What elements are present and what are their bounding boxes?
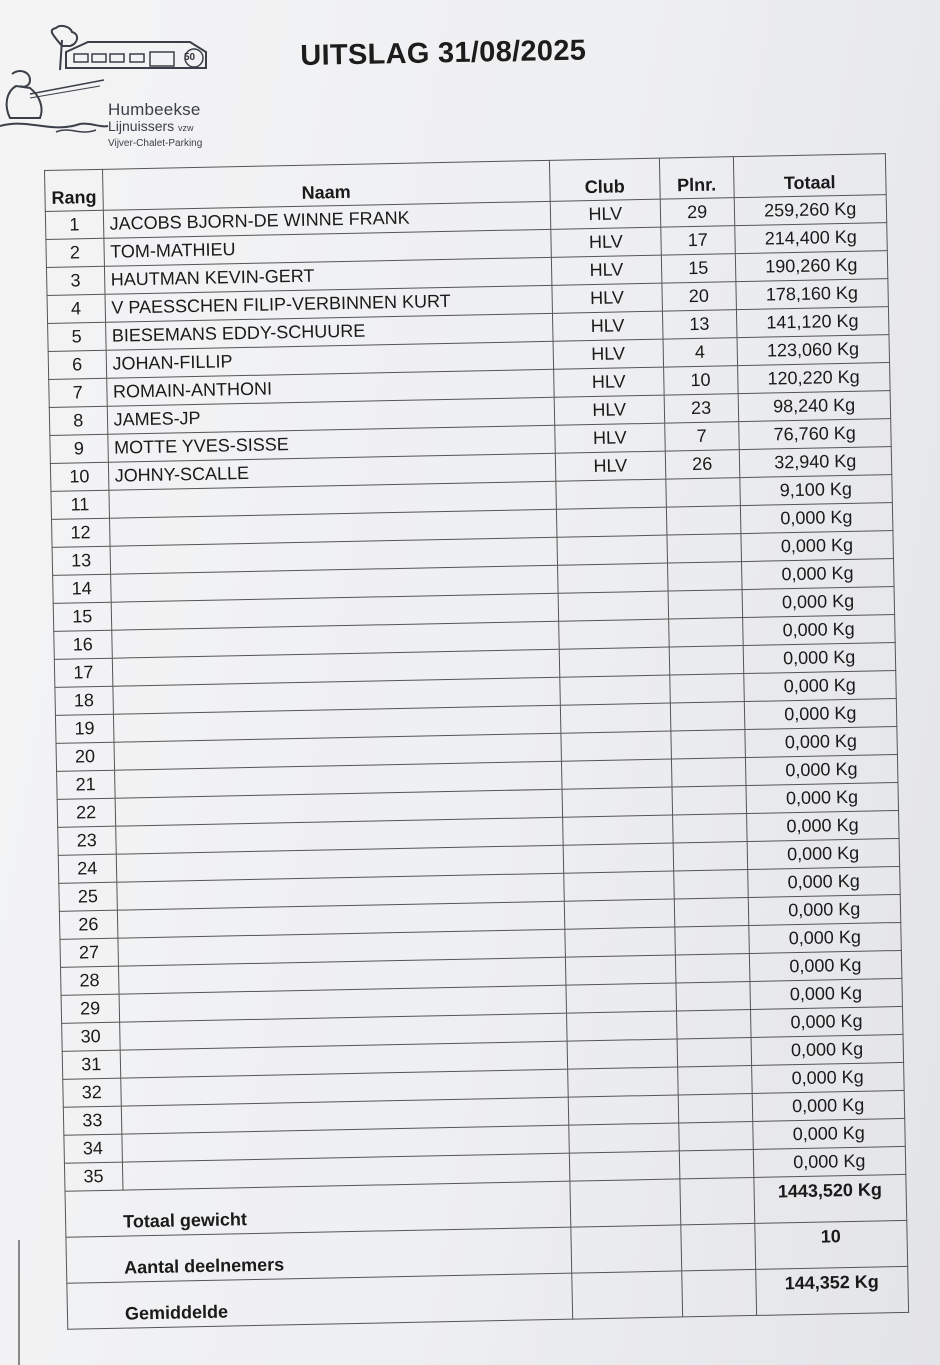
cell-total: 0,000 Kg	[740, 531, 893, 562]
cell-club: HLV	[551, 255, 662, 285]
cell-total: 214,400 Kg	[734, 223, 887, 254]
cell-plnr	[666, 506, 740, 535]
cell-club	[566, 1011, 677, 1041]
cell-club	[557, 563, 668, 593]
logo-club-name-suffix: vzw	[178, 123, 194, 133]
cell-club	[558, 619, 669, 649]
cell-plnr	[671, 758, 745, 787]
summary-empty-plnr	[680, 1177, 755, 1224]
cell-plnr	[673, 842, 747, 871]
cell-plnr	[676, 1009, 750, 1038]
cell-plnr	[670, 674, 744, 703]
cell-total: 259,260 Kg	[734, 195, 887, 226]
summary-label: Aantal deelnemers	[123, 1227, 571, 1282]
cell-plnr	[674, 898, 748, 927]
cell-club	[560, 675, 671, 705]
cell-total: 98,240 Kg	[738, 391, 891, 422]
cell-club	[556, 507, 667, 537]
cell-total: 0,000 Kg	[745, 754, 898, 785]
cell-rank: 27	[60, 938, 118, 967]
cell-rank: 19	[55, 714, 113, 743]
cell-total: 0,000 Kg	[744, 726, 897, 757]
cell-name: ROMAIN-ANTHONI	[106, 369, 554, 406]
cell-rank: 12	[52, 518, 110, 547]
cell-total: 0,000 Kg	[748, 894, 901, 925]
cell-name: BIESEMANS EDDY-SCHUURE	[105, 313, 553, 350]
cell-rank: 11	[51, 490, 109, 519]
cell-club	[568, 1095, 679, 1125]
summary-spacer	[67, 1282, 125, 1329]
cell-total: 0,000 Kg	[747, 838, 900, 869]
cell-plnr	[675, 926, 749, 955]
cell-total: 0,000 Kg	[744, 699, 897, 730]
cell-name: HAUTMAN KEVIN-GERT	[104, 257, 552, 294]
header-club: Club	[549, 158, 660, 201]
cell-rank: 16	[54, 630, 112, 659]
cell-club: HLV	[555, 451, 666, 481]
summary-empty-club	[572, 1271, 683, 1319]
cell-rank: 20	[56, 742, 114, 771]
cell-total: 141,120 Kg	[736, 307, 889, 338]
cell-total: 0,000 Kg	[749, 950, 902, 981]
cell-total: 0,000 Kg	[747, 866, 900, 897]
club-logo	[0, 22, 215, 149]
cell-plnr: 17	[661, 226, 735, 255]
cell-rank: 8	[49, 406, 107, 435]
cell-total: 0,000 Kg	[740, 503, 893, 534]
summary-value: 1443,520 Kg	[753, 1174, 906, 1223]
cell-plnr	[679, 1149, 753, 1178]
cell-rank: 3	[46, 266, 104, 295]
cell-total: 0,000 Kg	[751, 1062, 904, 1093]
cell-club: HLV	[553, 339, 664, 369]
summary-label: Gemiddelde	[124, 1273, 572, 1328]
cell-total: 76,760 Kg	[738, 419, 891, 450]
cell-plnr	[675, 954, 749, 983]
cell-rank: 21	[57, 770, 115, 799]
logo-club-name-line1: Humbeekse	[108, 100, 201, 119]
cell-name: TOM-MATHIEU	[103, 229, 551, 266]
logo-anniversary-badge: 50	[184, 52, 196, 63]
cell-rank: 30	[62, 1022, 120, 1051]
cell-rank: 14	[53, 574, 111, 603]
cell-plnr	[672, 814, 746, 843]
cell-plnr: 23	[664, 394, 738, 423]
cell-club: HLV	[555, 423, 666, 453]
logo-club-name-main: Lijnuissers	[108, 118, 175, 134]
cell-total: 0,000 Kg	[752, 1118, 905, 1149]
cell-club	[558, 591, 669, 621]
cell-plnr	[674, 870, 748, 899]
cell-plnr	[678, 1093, 752, 1122]
summary-spacer	[65, 1190, 123, 1237]
cell-plnr	[668, 618, 742, 647]
cell-club	[569, 1151, 680, 1181]
cell-club	[564, 871, 675, 901]
cell-total: 0,000 Kg	[746, 782, 899, 813]
cell-rank: 29	[61, 994, 119, 1023]
cell-club: HLV	[554, 395, 665, 425]
cell-plnr	[679, 1121, 753, 1150]
cell-club	[557, 535, 668, 565]
cell-total: 0,000 Kg	[743, 643, 896, 674]
cell-rank: 26	[59, 910, 117, 939]
cell-club	[566, 983, 677, 1013]
cell-rank: 34	[64, 1134, 122, 1163]
cell-rank: 9	[50, 434, 108, 463]
cell-rank: 15	[53, 602, 111, 631]
cell-plnr	[668, 590, 742, 619]
cell-club: HLV	[553, 367, 664, 397]
summary-value: 10	[754, 1220, 907, 1269]
cell-rank: 22	[57, 798, 115, 827]
page-edge-line	[18, 1240, 20, 1365]
cell-plnr: 26	[665, 450, 739, 479]
cell-total: 190,260 Kg	[735, 251, 888, 282]
cell-total: 120,220 Kg	[737, 363, 890, 394]
summary-body	[65, 1174, 909, 1329]
cell-club: HLV	[552, 311, 663, 341]
cell-total: 0,000 Kg	[742, 587, 895, 618]
cell-rank: 6	[48, 350, 106, 379]
summary-value: 144,352 Kg	[755, 1266, 908, 1315]
cell-total: 0,000 Kg	[749, 978, 902, 1009]
cell-rank: 33	[63, 1106, 121, 1135]
cell-total: 0,000 Kg	[743, 671, 896, 702]
cell-rank: 32	[63, 1078, 121, 1107]
summary-empty-club	[570, 1179, 681, 1227]
cell-total: 0,000 Kg	[753, 1146, 906, 1177]
cell-rank: 2	[46, 238, 104, 267]
cell-plnr: 10	[663, 366, 737, 395]
cell-rank: 18	[55, 686, 113, 715]
cell-plnr: 20	[662, 282, 736, 311]
cell-club	[563, 843, 674, 873]
cell-plnr	[670, 702, 744, 731]
cell-rank: 31	[62, 1050, 120, 1079]
summary-empty-club	[571, 1225, 682, 1273]
cell-total: 0,000 Kg	[746, 810, 899, 841]
cell-club	[567, 1039, 678, 1069]
cell-plnr: 7	[665, 422, 739, 451]
summary-label: Totaal gewicht	[123, 1181, 571, 1236]
cell-total: 0,000 Kg	[752, 1090, 905, 1121]
cell-club	[565, 927, 676, 957]
cell-plnr	[669, 646, 743, 675]
cell-rank: 4	[47, 294, 105, 323]
header-name: Naam	[102, 160, 550, 210]
cell-club	[556, 479, 667, 509]
cell-rank: 28	[61, 966, 119, 995]
cell-rank: 1	[45, 210, 103, 239]
cell-plnr	[672, 786, 746, 815]
cell-club	[569, 1123, 680, 1153]
page-title: UITSLAG 31/08/2025	[300, 34, 587, 72]
cell-plnr: 29	[660, 198, 734, 227]
cell-club: HLV	[550, 199, 661, 229]
cell-plnr: 15	[661, 254, 735, 283]
cell-rank: 25	[59, 882, 117, 911]
header-plnr: Plnr.	[659, 157, 733, 199]
summary-spacer	[66, 1236, 124, 1283]
cell-name: JOHAN-FILLIP	[106, 341, 554, 378]
cell-club	[561, 759, 672, 789]
cell-rank: 24	[58, 854, 116, 883]
cell-total: 0,000 Kg	[742, 615, 895, 646]
cell-plnr	[667, 534, 741, 563]
cell-plnr	[667, 562, 741, 591]
cell-club	[559, 647, 670, 677]
cell-total: 0,000 Kg	[750, 1006, 903, 1037]
cell-club	[564, 899, 675, 929]
cell-plnr: 4	[663, 338, 737, 367]
cell-rank: 23	[58, 826, 116, 855]
cell-rank: 13	[52, 546, 110, 575]
header-rank: Rang	[45, 169, 103, 211]
cell-total: 0,000 Kg	[748, 922, 901, 953]
results-sheet	[44, 153, 909, 1330]
cell-club	[561, 731, 672, 761]
cell-plnr: 13	[662, 310, 736, 339]
cell-club	[562, 787, 673, 817]
cell-club: HLV	[552, 283, 663, 313]
cell-name: V PAESSCHEN FILIP-VERBINNEN KURT	[105, 285, 553, 322]
cell-plnr	[677, 1037, 751, 1066]
logo-club-name-line2	[108, 118, 194, 134]
cell-rank: 35	[64, 1162, 122, 1191]
logo-tagline: Vijver-Chalet-Parking	[108, 138, 203, 149]
cell-rank: 5	[48, 322, 106, 351]
cell-name: MOTTE YVES-SISSE	[107, 425, 555, 462]
cell-club	[567, 1067, 678, 1097]
cell-plnr	[676, 982, 750, 1011]
summary-empty-plnr	[681, 1223, 756, 1270]
cell-name: JOHNY-SCALLE	[108, 453, 556, 490]
cell-club	[562, 815, 673, 845]
summary-empty-plnr	[682, 1269, 757, 1316]
cell-name: JACOBS BJORN-DE WINNE FRANK	[103, 201, 551, 238]
cell-plnr	[677, 1065, 751, 1094]
cell-name: JAMES-JP	[107, 397, 555, 434]
cell-club: HLV	[551, 227, 662, 257]
cell-rank: 17	[54, 658, 112, 687]
results-body	[45, 195, 905, 1192]
cell-club	[565, 955, 676, 985]
cell-total: 32,940 Kg	[739, 447, 892, 478]
cell-total: 178,160 Kg	[735, 279, 888, 310]
cell-total: 123,060 Kg	[737, 335, 890, 366]
cell-plnr	[671, 730, 745, 759]
cell-rank: 7	[49, 378, 107, 407]
cell-club	[560, 703, 671, 733]
cell-total: 9,100 Kg	[739, 475, 892, 506]
cell-rank: 10	[50, 462, 108, 491]
header-total: Totaal	[733, 154, 886, 198]
cell-total: 0,000 Kg	[751, 1034, 904, 1065]
cell-plnr	[666, 478, 740, 507]
cell-total: 0,000 Kg	[741, 559, 894, 590]
results-table	[44, 153, 909, 1330]
